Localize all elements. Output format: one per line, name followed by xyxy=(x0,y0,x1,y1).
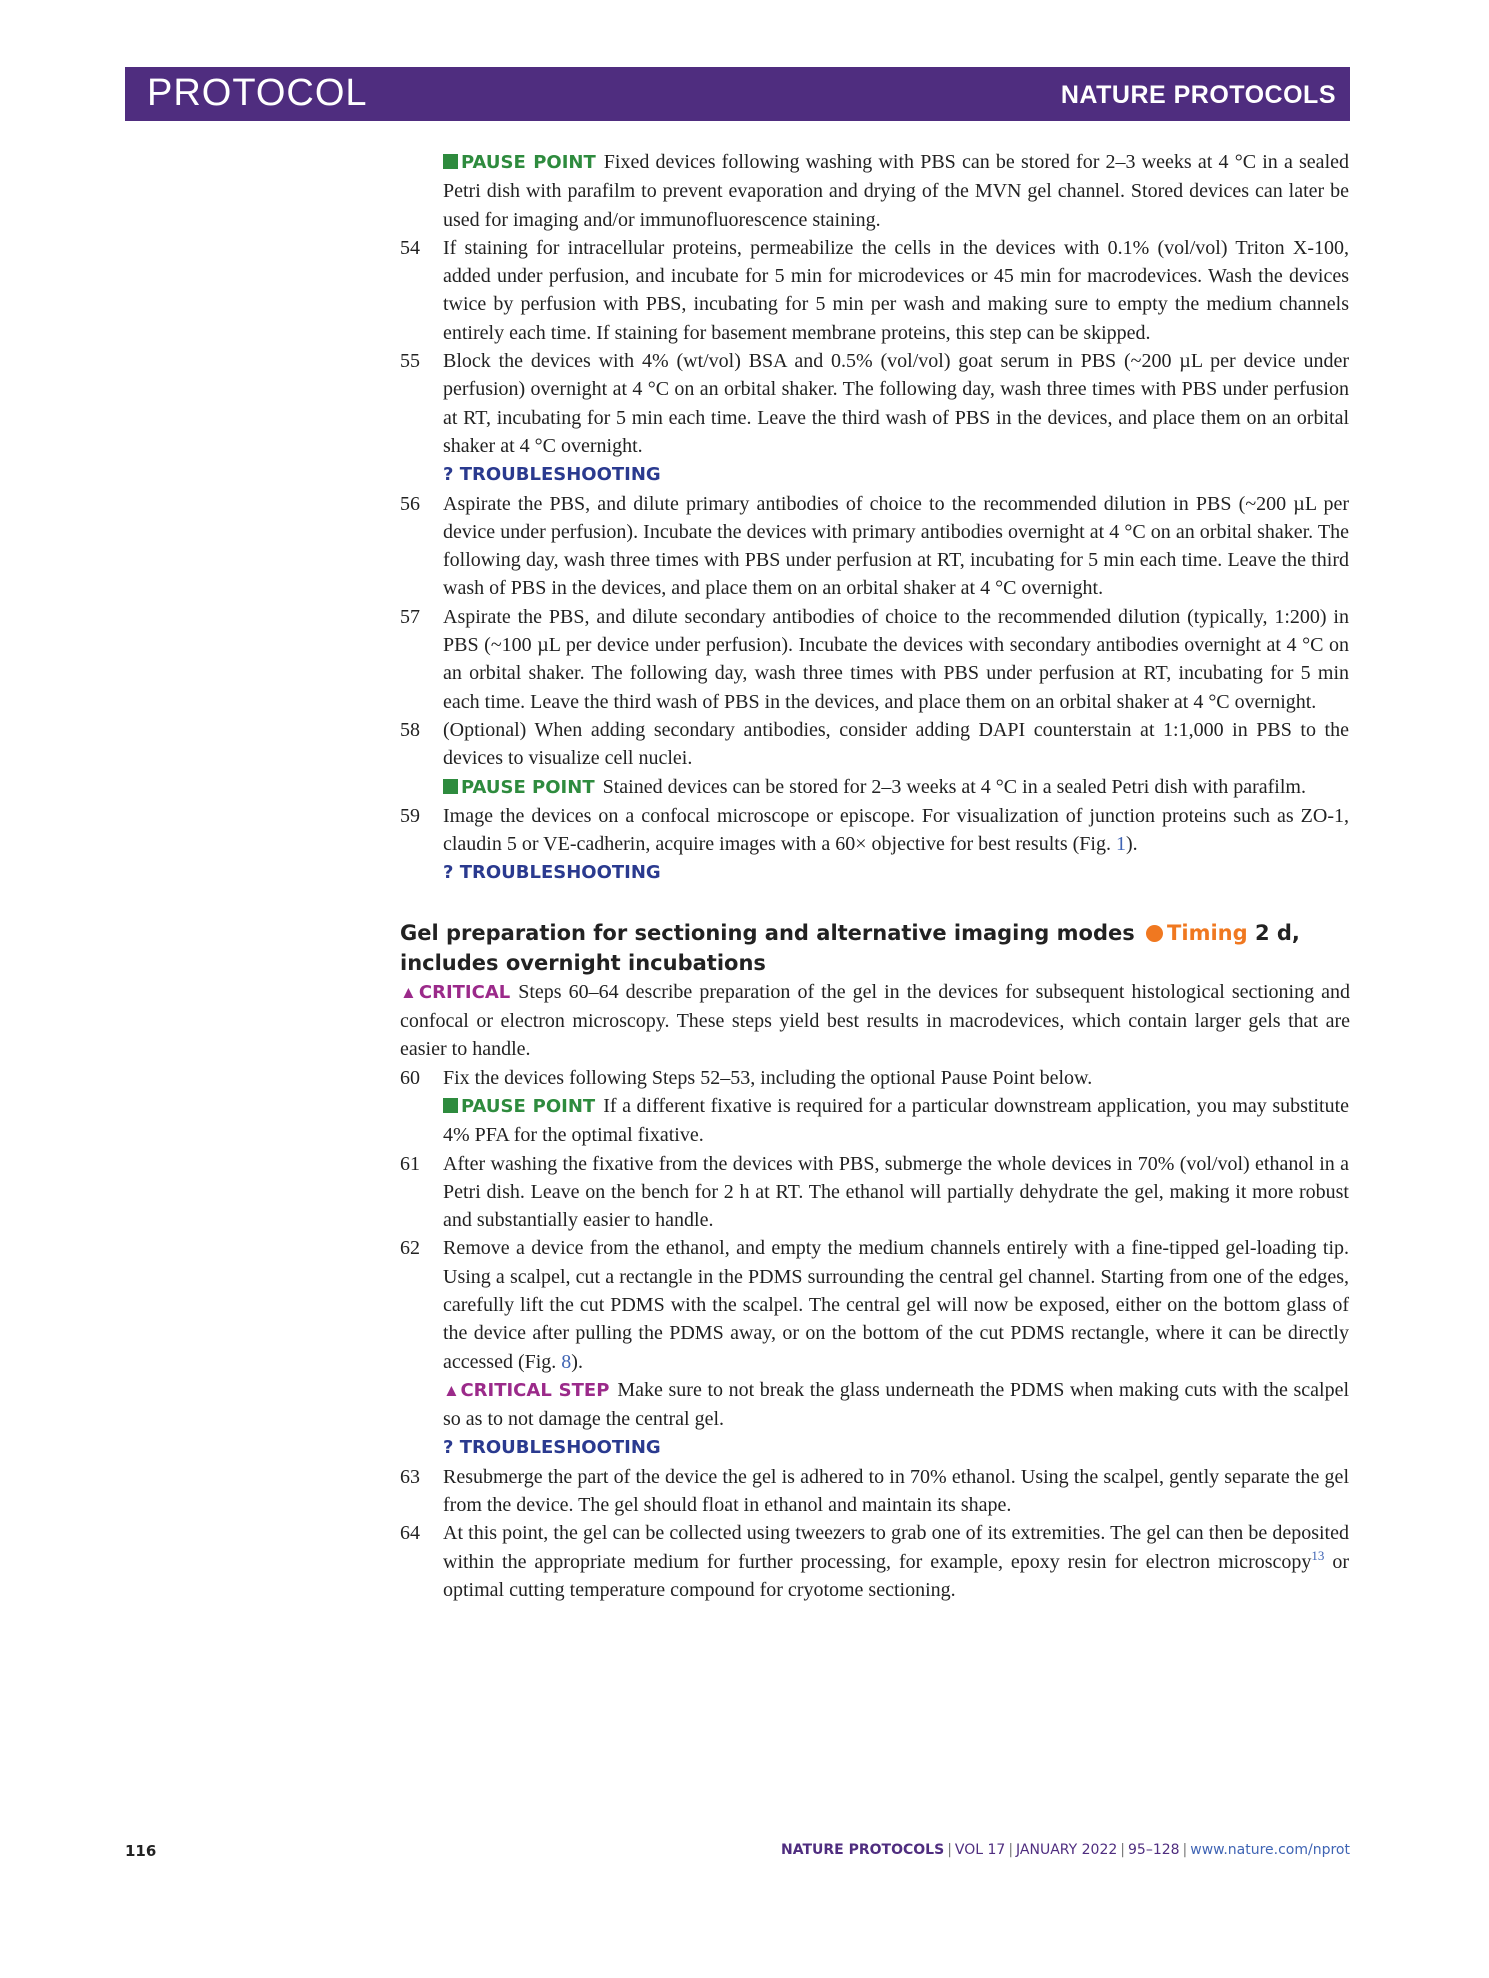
footer-separator: | xyxy=(1008,1842,1014,1858)
figure-link[interactable]: 8 xyxy=(561,1350,572,1373)
pause-point-text: Fixed devices following washing with PBS can be stored for 2–3 weeks at 4 °C in a sealed Petri dish with parafilm to prevent evaporation and drying of the MVN gel channel. Stored devices can later be used for imaging and/or immunofluorescence staining. xyxy=(443,151,1349,231)
journal-name: NATURE PROTOCOLS xyxy=(1060,81,1336,109)
step-number: 60 xyxy=(400,1066,420,1089)
section-heading xyxy=(400,918,1350,978)
pause-point-block xyxy=(443,1092,1349,1150)
section-label: PROTOCOL xyxy=(147,72,368,114)
footer-date: JANUARY 2022 xyxy=(1016,1842,1118,1858)
step-64 xyxy=(400,1519,1349,1604)
footer-separator: | xyxy=(947,1842,952,1858)
critical-step-text: Make sure to not break the glass underneath the PDMS when making cuts with the scalpel so as to not damage the central gel. xyxy=(443,1378,1349,1431)
step-number: 63 xyxy=(400,1465,420,1488)
footer-separator: | xyxy=(1120,1842,1125,1858)
pause-square-icon xyxy=(443,154,458,169)
figure-link[interactable]: 1 xyxy=(1115,833,1126,856)
step-text-end: ). xyxy=(1125,833,1138,856)
step-number: 62 xyxy=(400,1237,420,1260)
step-text-end: or optimal cutting temperature compound for cryotome sectioning. xyxy=(443,1550,1349,1601)
step-59 xyxy=(400,802,1349,859)
step-text: Resubmerge the part of the device the gel is adhered to in 70% ethanol. Using the scalpel, gently separate the gel from the device. The gel should float in ethanol and maintain its shape. xyxy=(443,1465,1349,1517)
step-text: Fix the devices following Steps 52–53, including the optional Pause Point below. xyxy=(443,1066,1093,1089)
step-62 xyxy=(400,1234,1349,1375)
pause-square-icon xyxy=(443,1098,458,1113)
pause-point-label: PAUSE POINT xyxy=(461,776,595,798)
step-61 xyxy=(400,1150,1349,1235)
step-55 xyxy=(400,347,1349,460)
step-number: 64 xyxy=(400,1522,420,1545)
footer-volume: VOL 17 xyxy=(954,1842,1006,1858)
troubleshooting-62 xyxy=(443,1433,1349,1462)
step-58 xyxy=(400,716,1349,773)
footer-citation xyxy=(781,1842,1350,1858)
critical-label: CRITICAL xyxy=(418,981,511,1003)
critical-triangle-icon: ▲ xyxy=(400,982,419,1002)
footer-pages: 95–128 xyxy=(1128,1842,1180,1858)
pause-square-icon xyxy=(443,779,458,794)
troubleshooting-59 xyxy=(443,858,1349,887)
step-text: Block the devices with 4% (wt/vol) BSA and 0.5% (vol/vol) goat serum in PBS (~200 µL per device under perfusion) overnight at 4 °C on an orbital shaker. The following day, wash three times with PBS under perfusion at RT, incubating for 5 min each time. Leave the third wash of PBS in the devices, and place them on an orbital shaker at 4 °C overnight. xyxy=(443,350,1349,457)
pause-point-text: If a different fixative is required for a particular downstream application, you may substitute 4% PFA for the optimal fixative. xyxy=(443,1094,1350,1147)
troubleshooting-label: ? TROUBLESHOOTING xyxy=(443,862,661,884)
heading-timing-text: 2 d, includes overnight incubations xyxy=(400,920,1300,975)
pause-point-label: PAUSE POINT xyxy=(461,1095,596,1117)
footer-separator: | xyxy=(1182,1842,1188,1858)
heading-text: Gel preparation for sectioning and alternative imaging modes xyxy=(400,920,1135,945)
reference-link[interactable]: 13 xyxy=(1311,1547,1325,1563)
critical-step-label: CRITICAL STEP xyxy=(460,1379,610,1401)
pause-point-text: Stained devices can be stored for 2–3 weeks at 4 °C in a sealed Petri dish with parafilm. xyxy=(602,775,1306,798)
pause-point-block xyxy=(443,773,1349,802)
page-number: 116 xyxy=(125,1842,157,1860)
footer-journal: NATURE PROTOCOLS xyxy=(781,1842,945,1858)
pause-point-label: PAUSE POINT xyxy=(461,152,596,173)
step-60 xyxy=(400,1064,1349,1092)
troubleshooting-label: ? TROUBLESHOOTING xyxy=(443,1437,661,1459)
step-54 xyxy=(400,234,1349,347)
step-number: 54 xyxy=(400,236,420,259)
timing-label: Timing xyxy=(1167,920,1248,945)
pause-point-block xyxy=(443,148,1349,234)
step-number: 55 xyxy=(400,350,420,373)
step-number: 59 xyxy=(400,804,420,827)
step-number: 58 xyxy=(400,718,420,741)
main-content xyxy=(0,148,1489,1604)
step-text: Aspirate the PBS, and dilute secondary antibodies of choice to the recommended dilution (typically, 1:200) in PBS (~100 µL per device under perfusion). Incubate the devices with secondary antibodies overnight at 4 °C on an orbital shaker. The following day, wash three times with PBS under perfusion at RT, incubating for 5 min each time. Leave the third wash of PBS in the devices, and place them on an orbital shaker at 4 °C overnight. xyxy=(443,605,1349,713)
step-text: Remove a device from the ethanol, and empty the medium channels entirely with a fine-tipped gel-loading tip. Using a scalpel, cut a rectangle in the PDMS surrounding the central gel channel. Starting from one of the edges, carefully lift the cut PDMS with the scalpel. The central gel will now be exposed, either on the bottom glass of the device after pulling the PDMS away, or on the bottom of the cut PDMS rectangle, where it can be directly accessed (Fig. xyxy=(443,1237,1349,1373)
step-number: 56 xyxy=(400,492,420,515)
critical-block xyxy=(400,978,1350,1064)
step-number: 57 xyxy=(400,605,420,628)
critical-triangle-icon: ▲ xyxy=(443,1380,461,1400)
footer-url-link[interactable]: www.nature.com/nprot xyxy=(1190,1842,1350,1858)
step-number: 61 xyxy=(400,1152,420,1175)
critical-text: Steps 60–64 describe preparation of the gel in the devices for subsequent histological sectioning and confocal or electron microscopy. These steps yield best results in macrodevices, which contain larger gels that are easier to handle. xyxy=(400,980,1351,1061)
header-bar xyxy=(125,67,1350,121)
step-text: At this point, the gel can be collected using tweezers to grab one of its extremities. The gel can then be deposited within the appropriate medium for further processing, for example, epoxy resin for electron microscopy xyxy=(443,1522,1349,1573)
step-text: Aspirate the PBS, and dilute primary antibodies of choice to the recommended dilution in PBS (~200 µL per device under perfusion). Incubate the devices with primary antibodies overnight at 4 °C on an orbital shaker. The following day, wash three times with PBS under perfusion at RT, incubating for 5 min each time. Leave the third wash of PBS in the devices, and place them on an orbital shaker at 4 °C overnight. xyxy=(443,492,1349,600)
timing-icon xyxy=(1146,925,1163,942)
step-text: (Optional) When adding secondary antibodies, consider adding DAPI counterstain at 1:1,000 in PBS to the devices to visualize cell nuclei. xyxy=(443,718,1349,770)
step-text-end: ). xyxy=(571,1350,583,1373)
step-63 xyxy=(400,1463,1349,1520)
step-text: If staining for intracellular proteins, permeabilize the cells in the devices with 0.1% (vol/vol) Triton X-100, added under perfusion, and incubate for 5 min for microdevices or 45 min for macrodevices. Wash the devices twice by perfusion with PBS, incubating for 5 min per wash and making sure to empty the medium channels entirely each time. If staining for basement membrane proteins, this step can be skipped. xyxy=(443,236,1349,344)
troubleshooting-label: ? TROUBLESHOOTING xyxy=(443,464,661,486)
step-text: Image the devices on a confocal microscope or episcope. For visualization of junction proteins such as ZO-1, claudin 5 or VE-cadherin, acquire images with a 60× objective for best results (Fig. xyxy=(443,804,1349,856)
step-text: After washing the fixative from the devices with PBS, submerge the whole devices in 70% (vol/vol) ethanol in a Petri dish. Leave on the bench for 2 h at RT. The ethanol will partially dehydrate the gel, making it more robust and substantially easier to handle. xyxy=(443,1152,1349,1232)
troubleshooting-55 xyxy=(443,460,1349,489)
step-56 xyxy=(400,490,1349,603)
step-57 xyxy=(400,603,1349,716)
critical-step-block xyxy=(443,1376,1349,1434)
